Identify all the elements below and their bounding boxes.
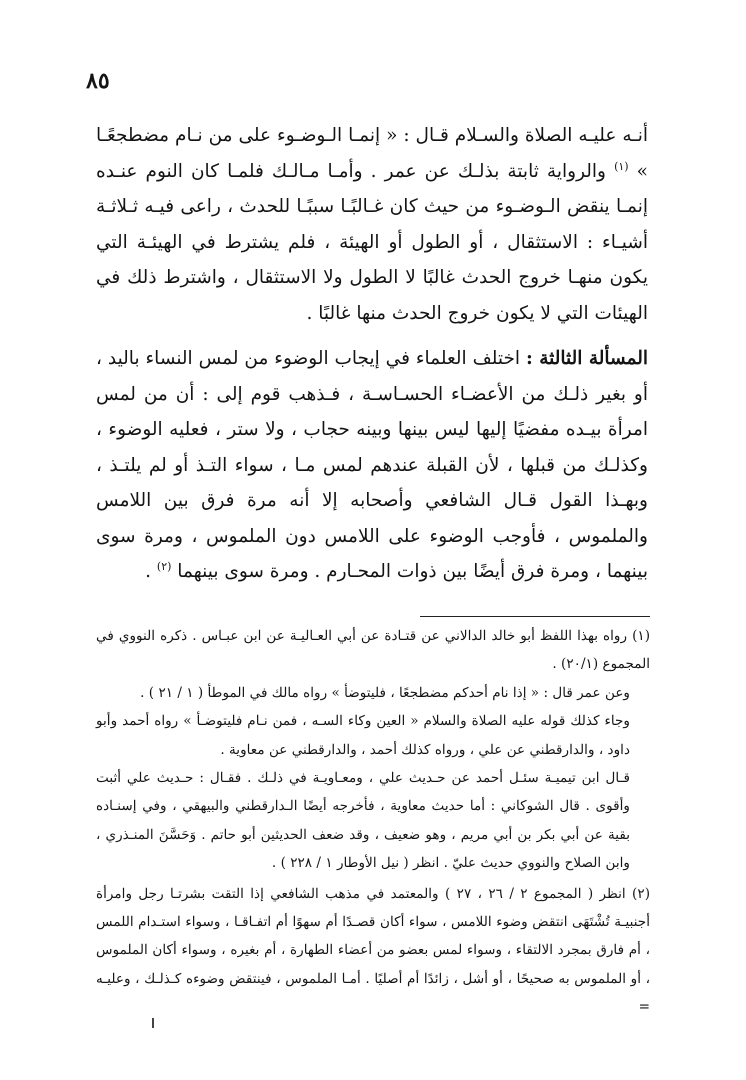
stray-mark xyxy=(152,1018,154,1028)
paragraph-2-end: . xyxy=(145,561,157,582)
paragraph-2 xyxy=(96,341,648,590)
footnote-1-line-b: وعن عمر قال : « إذا نام أحدكم مضطجعًا ، فليتوضأ » رواه مالك في الموطأ ( ١ / ٢١ ) . xyxy=(140,684,630,701)
main-text xyxy=(96,118,648,590)
footnote-ref-1: (١) xyxy=(614,159,629,173)
paragraph-1-opening: أنـه عليـه الصلاة والسـلام قـال : « إنمـا الـوضـوء على من نـام مضطجعًـا » xyxy=(96,125,648,182)
footnote-1-line-c: وجاء كذلك قوله عليه الصلاة والسلام « العين وكاء السـه ، فمن نـام فليتوضـأ » رواه أحمد وأبو داود ، والدارقطني عن علي ، ورواه كذلك أحمد ، والدارقطني عن معاوية . xyxy=(96,713,630,758)
footnote-1-line-d: قـال ابن تيميـة سئـل أحمد عن حـديث علي ، ومعـاويـة في ذلـك . فقـال : حـديث علي أثبت وأقوى . قال الشوكاني : أما حديث معاوية ، فأخرجه أيضًا الـدارقطني والبيهقي ، وفي إسنـاده بقية عن أبي بكر بن أبي مريم ، وهو ضعيف ، وقد ضعف الحديثين أبو حاتم . وَحَسَّنَ المنـذري ، وابن الصلاح والنووي حديث عليّ . انظر ( نيل الأوطار ١ / ٢٢٨ ) . xyxy=(96,770,630,872)
page-number: ٨٥ xyxy=(86,68,110,94)
footnotes xyxy=(96,622,650,1022)
footnote-1-line-a: (١) رواه بهذا اللفظ أبو خالد الدالاني عن قتـادة عن أبي العـاليـة عن ابن عبـاس . ذكره النووي في المجموع (٢٠/١) . xyxy=(96,628,650,673)
section-heading: المسألة الثالثة : xyxy=(525,348,648,369)
paragraph-1-text: والرواية ثابتة بذلـك عن عمر . وأمـا مـالـك فلمـا كان النوم عنـده إنمـا ينقض الـوضـوء من حيث كان غـالبًـا سببًـا للحدث ، راعى فيـه ثـلاثـة أشيـاء : الاستثقال ، أو الطول أو الهيئة ، فلم يشترط في الهيئـة التي يكون منهـا خروج الحدث غالبًا لا الطول ولا الاستثقال ، واشترط ذلك في الهيئات التي لا يكون خروج الحدث منها غالبًا . xyxy=(96,160,648,324)
footnote-ref-2: (٢) xyxy=(156,559,172,573)
paragraph-1 xyxy=(96,118,648,331)
paragraph-2-text: اختلف العلماء في إيجاب الوضوء من لمس النساء باليد ، أو بغير ذلـك من الأعضـاء الحسـاسـة ، فـذهب قوم إلى : أن من لمس امرأة بيـده مفضيًا إليها ليس بينها وبينه حجاب ، ولا ستر ، فعليه الوضوء ، وكذلـك من قبلها ، لأن القبلة عندهم لمس مـا ، سواء التـذ أو لم يلتـذ ، وبهـذا القول قـال الشافعي وأصحابه إلا أنه مرة فرق بين اللامس والملموس ، فأوجب الوضوء على اللامس دون الملموس ، ومرة سوى بينهما ، ومرة فرق أيضًا بين ذوات المحـارم . ومرة سوى بينهما xyxy=(96,348,648,582)
footnote-divider xyxy=(420,616,650,617)
footnote-2: (٢) انظر ( المجموع ٢ / ٢٦ ، ٢٧ ) والمعتمد في مذهب الشافعي إذا التقت بشرتـا رجل وامرأة أجنبيـة تُشْتَهَى انتقض وضوء اللامس ، سواء أكان قصـدًا أم سهوًا أم اتفـاقـا ، وسواء استـدام اللمس ، أم فارق بمجرد الالتقاء ، وسواء لمس بعضو من أعضاء الطهارة ، أم بغيره ، وسواء أكان الملموس ، أو الملموس به صحيحًا ، أو أشل ، زائدًا أم أصليًا . أمـا الملموس ، فينتقض وضوءه كـذلـك ، وعليـه = xyxy=(96,885,650,1016)
